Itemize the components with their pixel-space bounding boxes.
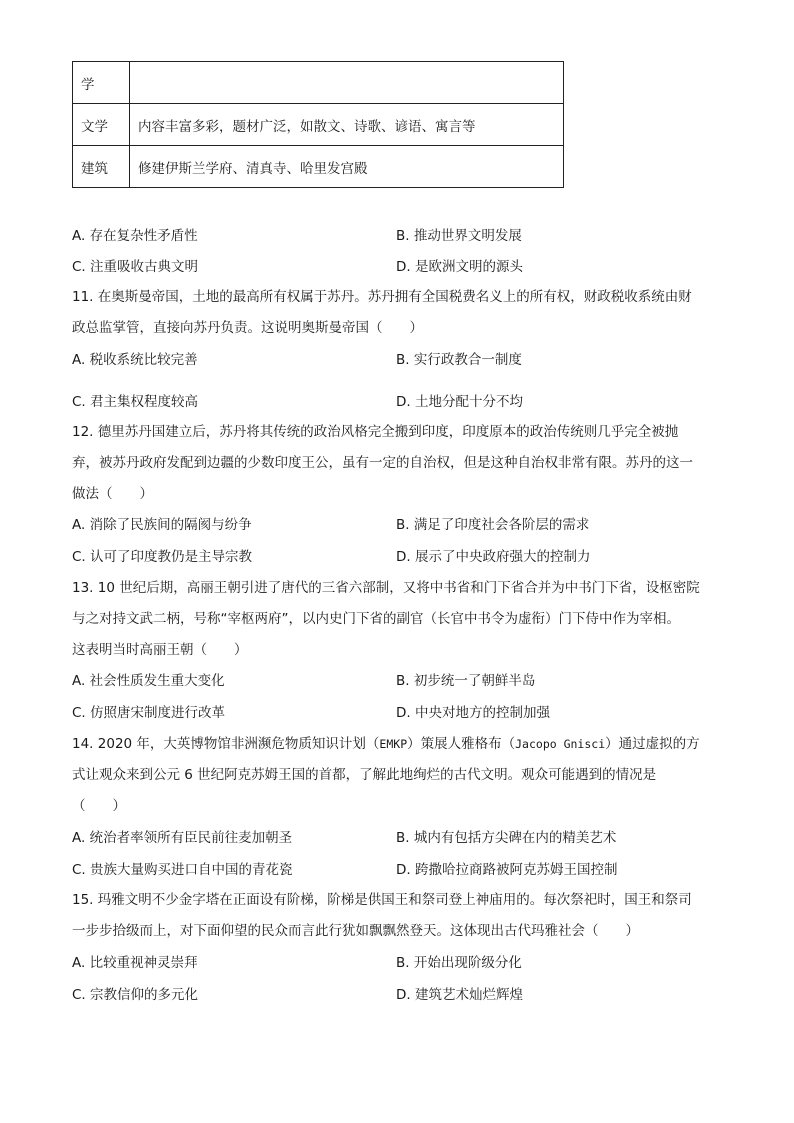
q10-option-a: A. 存在复杂性矛盾性 [72, 228, 198, 244]
q11-stem-line: 政总监掌管，直接向苏丹负责。这说明奥斯曼帝国（ ） [72, 320, 423, 336]
q13-stem-line: 13. 10 世纪后期，高丽王朝引进了唐代的三省六部制，又将中书省和门下省合并为中书门下省，设枢密院 [72, 580, 700, 596]
q15-option-a: A. 比较重视神灵崇拜 [72, 955, 198, 971]
q15-option-b: B. 开始出现阶级分化 [396, 955, 522, 971]
q13-stem-line: 与之对持文武二柄，号称“宰枢两府”，以内史门下省的副官（长官中书令为虚衔）门下侍中作为宰相。 [72, 611, 680, 627]
q14-stem-text: Jacopo Gnisci [515, 737, 606, 751]
table-row [73, 146, 564, 188]
table-cell-key: 文学 [73, 104, 130, 146]
q13-option-c: C. 仿照唐宋制度进行改革 [72, 705, 226, 721]
q13-option-b: B. 初步统一了朝鲜半岛 [396, 673, 536, 689]
q14-option-a: A. 统治者率领所有臣民前往麦加朝圣 [72, 830, 293, 846]
table-cell-value: 修建伊斯兰学府、清真寺、哈里发宫殿 [130, 146, 564, 188]
q11-option-b: B. 实行政教合一制度 [396, 352, 522, 368]
q12-option-b: B. 满足了印度社会各阶层的需求 [396, 517, 590, 533]
q14-stem-text: ）通过虚拟的方 [605, 736, 700, 752]
q14-option-c: C. 贵族大量购买进口自中国的青花瓷 [72, 862, 293, 878]
q13-option-a: A. 社会性质发生重大变化 [72, 673, 225, 689]
q14-stem-text: ）策展人雅格布（ [407, 736, 516, 752]
table-row [73, 104, 564, 146]
q15-option-c: C. 宗教信仰的多元化 [72, 987, 199, 1003]
culture-table [72, 61, 564, 188]
q14-stem-text: EMKP [379, 737, 408, 751]
q13-option-d: D. 中央对地方的控制加强 [396, 705, 550, 721]
q11-stem-line: 11. 在奥斯曼帝国，土地的最高所有权属于苏丹。苏丹拥有全国税费名义上的所有权，财政税收系统由财 [72, 289, 692, 305]
q14-stem-line [72, 734, 700, 754]
q12-stem-line: 弃，被苏丹政府发配到边疆的少数印度王公，虽有一定的自治权，但是这种自治权非常有限。苏丹的这一 [72, 455, 693, 471]
q10-option-d: D. 是欧洲文明的源头 [396, 259, 523, 275]
table-cell-key: 学 [73, 62, 130, 104]
q12-option-a: A. 消除了民族间的隔阂与纷争 [72, 517, 252, 533]
q11-option-a: A. 税收系统比较完善 [72, 352, 198, 368]
q15-option-d: D. 建筑艺术灿烂辉煌 [396, 987, 523, 1003]
q15-stem-line: 15. 玛雅文明不少金字塔在正面设有阶梯，阶梯是供国王和祭司登上神庙用的。每次祭祀时，国王和祭司 [72, 892, 692, 908]
table-cell-key: 建筑 [73, 146, 130, 188]
q14-stem-line: 式让观众来到公元 6 世纪阿克苏姆王国的首都，了解此地绚烂的古代文明。观众可能遇到的情况是 [72, 767, 657, 783]
q13-stem-line: 这表明当时高丽王朝（ ） [72, 642, 248, 658]
q14-option-b: B. 城内有包括方尖碑在内的精美艺术 [396, 830, 617, 846]
q10-option-c: C. 注重吸收古典文明 [72, 259, 199, 275]
q14-option-d: D. 跨撒哈拉商路被阿克苏姆王国控制 [396, 862, 618, 878]
q15-stem-line: 一步步拾级而上，对下面仰望的民众而言此行犹如飘飘然登天。这体现出古代玛雅社会（ ） [72, 923, 639, 939]
q10-option-b: B. 推动世界文明发展 [396, 228, 522, 244]
q12-stem-line: 12. 德里苏丹国建立后，苏丹将其传统的政治风格完全搬到印度，印度原本的政治传统则几乎完全被抛 [72, 424, 679, 440]
q14-stem-text: 14. 2020 年，大英博物馆非洲濒危物质知识计划（ [72, 736, 380, 752]
q12-stem-line: 做法（ ） [72, 486, 153, 502]
table-row [73, 62, 564, 104]
q14-stem-line: （ ） [72, 798, 126, 814]
table-cell-value [130, 62, 564, 104]
q11-option-c: C. 君主集权程度较高 [72, 394, 199, 410]
q12-option-d: D. 展示了中央政府强大的控制力 [396, 549, 591, 565]
q12-option-c: C. 认可了印度教仍是主导宗教 [72, 549, 253, 565]
q11-option-d: D. 土地分配十分不均 [396, 394, 523, 410]
table-cell-value: 内容丰富多彩，题材广泛，如散文、诗歌、谚语、寓言等 [130, 104, 564, 146]
